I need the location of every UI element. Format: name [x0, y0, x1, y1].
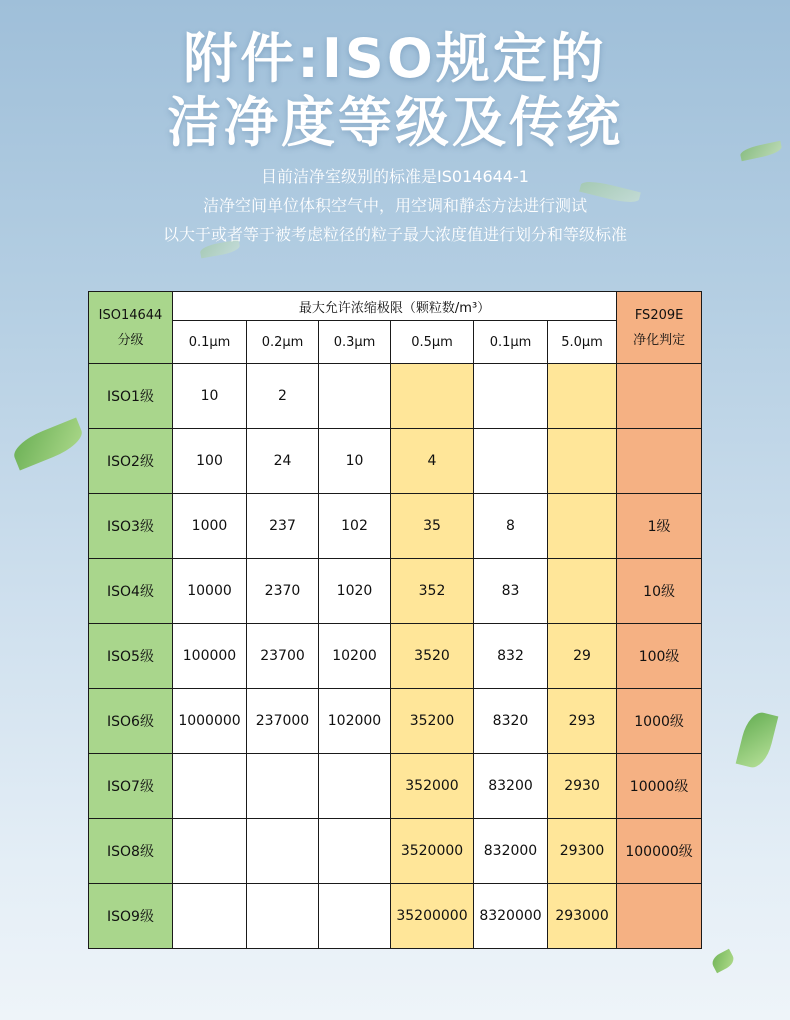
fs-cell: 100级: [617, 624, 702, 689]
grade-cell: ISO8级: [89, 819, 173, 884]
page-title-line1: 附件:ISO规定的: [183, 27, 607, 90]
value-cell: [548, 559, 617, 624]
value-cell: 352000: [391, 754, 474, 819]
table-row: [89, 364, 702, 429]
value-cell: [247, 884, 319, 949]
value-cell: 352: [391, 559, 474, 624]
value-cell: [548, 494, 617, 559]
column-header: 0.2μm: [247, 321, 319, 364]
value-cell: 832: [474, 624, 548, 689]
column-header: 0.3μm: [319, 321, 391, 364]
subtitle-line3: 以大于或者等于被考虑粒径的粒子最大浓度值进行划分和等级标准: [162, 225, 627, 244]
value-cell: 1000: [173, 494, 247, 559]
grade-cell: ISO6级: [89, 689, 173, 754]
value-cell: [474, 364, 548, 429]
fs-cell: [617, 429, 702, 494]
span-header: 最大允许浓缩极限（颗粒数/m³）: [173, 292, 617, 321]
value-cell: 1000000: [173, 689, 247, 754]
value-cell: [247, 754, 319, 819]
grade-cell: ISO4级: [89, 559, 173, 624]
fs-cell: [617, 884, 702, 949]
grade-cell: ISO2级: [89, 429, 173, 494]
table-row: [89, 429, 702, 494]
table-row: [89, 494, 702, 559]
value-cell: 237: [247, 494, 319, 559]
corner-header-line2: 分级: [117, 332, 144, 348]
iso-cleanliness-table: [88, 291, 702, 949]
page-title-line2: 洁净度等级及传统: [167, 91, 623, 154]
value-cell: [548, 364, 617, 429]
value-cell: 2930: [548, 754, 617, 819]
value-cell: 35200: [391, 689, 474, 754]
column-header: 0.5μm: [391, 321, 474, 364]
fs-header-line2: 净化判定: [633, 332, 686, 348]
subtitle-line1: 目前洁净室级别的标准是IS014644-1: [261, 167, 529, 186]
fs-cell: 10级: [617, 559, 702, 624]
value-cell: 8: [474, 494, 548, 559]
fs-cell: 10000级: [617, 754, 702, 819]
fs-cell: 1级: [617, 494, 702, 559]
subtitle-line2: 洁净空间单位体积空气中，用空调和静态方法进行测试: [202, 196, 587, 215]
table-row: [89, 884, 702, 949]
table-row: [89, 754, 702, 819]
value-cell: [319, 819, 391, 884]
value-cell: [173, 819, 247, 884]
value-cell: [173, 754, 247, 819]
fs-header-line1: FS209E: [634, 307, 684, 323]
column-header: 0.1μm: [173, 321, 247, 364]
value-cell: 8320: [474, 689, 548, 754]
value-cell: [319, 884, 391, 949]
value-cell: 100000: [173, 624, 247, 689]
grade-cell: ISO1级: [89, 364, 173, 429]
value-cell: 35200000: [391, 884, 474, 949]
table-row: [89, 689, 702, 754]
value-cell: 29: [548, 624, 617, 689]
leaf-decoration: [710, 949, 737, 973]
grade-cell: ISO9级: [89, 884, 173, 949]
value-cell: [319, 364, 391, 429]
leaf-decoration: [9, 418, 86, 471]
value-cell: 293000: [548, 884, 617, 949]
value-cell: 2370: [247, 559, 319, 624]
fs-cell: 1000级: [617, 689, 702, 754]
grade-cell: ISO3级: [89, 494, 173, 559]
value-cell: 83: [474, 559, 548, 624]
value-cell: 35: [391, 494, 474, 559]
value-cell: 10000: [173, 559, 247, 624]
value-cell: 293: [548, 689, 617, 754]
grade-cell: ISO7级: [89, 754, 173, 819]
value-cell: 29300: [548, 819, 617, 884]
grade-cell: ISO5级: [89, 624, 173, 689]
value-cell: 1020: [319, 559, 391, 624]
table-row: [89, 819, 702, 884]
value-cell: 10200: [319, 624, 391, 689]
value-cell: [548, 429, 617, 494]
value-cell: 8320000: [474, 884, 548, 949]
value-cell: 2: [247, 364, 319, 429]
value-cell: 237000: [247, 689, 319, 754]
value-cell: 100: [173, 429, 247, 494]
value-cell: [319, 754, 391, 819]
value-cell: [247, 819, 319, 884]
value-cell: 4: [391, 429, 474, 494]
value-cell: 10: [173, 364, 247, 429]
leaf-decoration: [736, 709, 779, 771]
value-cell: [173, 884, 247, 949]
value-cell: 3520000: [391, 819, 474, 884]
column-header: 0.1μm: [474, 321, 548, 364]
value-cell: 24: [247, 429, 319, 494]
value-cell: 83200: [474, 754, 548, 819]
value-cell: 10: [319, 429, 391, 494]
column-header: 5.0μm: [548, 321, 617, 364]
table-row: [89, 559, 702, 624]
value-cell: [391, 364, 474, 429]
value-cell: 102000: [319, 689, 391, 754]
table-row: [89, 624, 702, 689]
value-cell: 23700: [247, 624, 319, 689]
value-cell: 3520: [391, 624, 474, 689]
corner-header-line1: ISO14644: [98, 307, 163, 323]
corner-header-cell: [89, 292, 173, 364]
fs-header-cell: [617, 292, 702, 364]
value-cell: 832000: [474, 819, 548, 884]
value-cell: [474, 429, 548, 494]
fs-cell: [617, 364, 702, 429]
value-cell: 102: [319, 494, 391, 559]
fs-cell: 100000级: [617, 819, 702, 884]
